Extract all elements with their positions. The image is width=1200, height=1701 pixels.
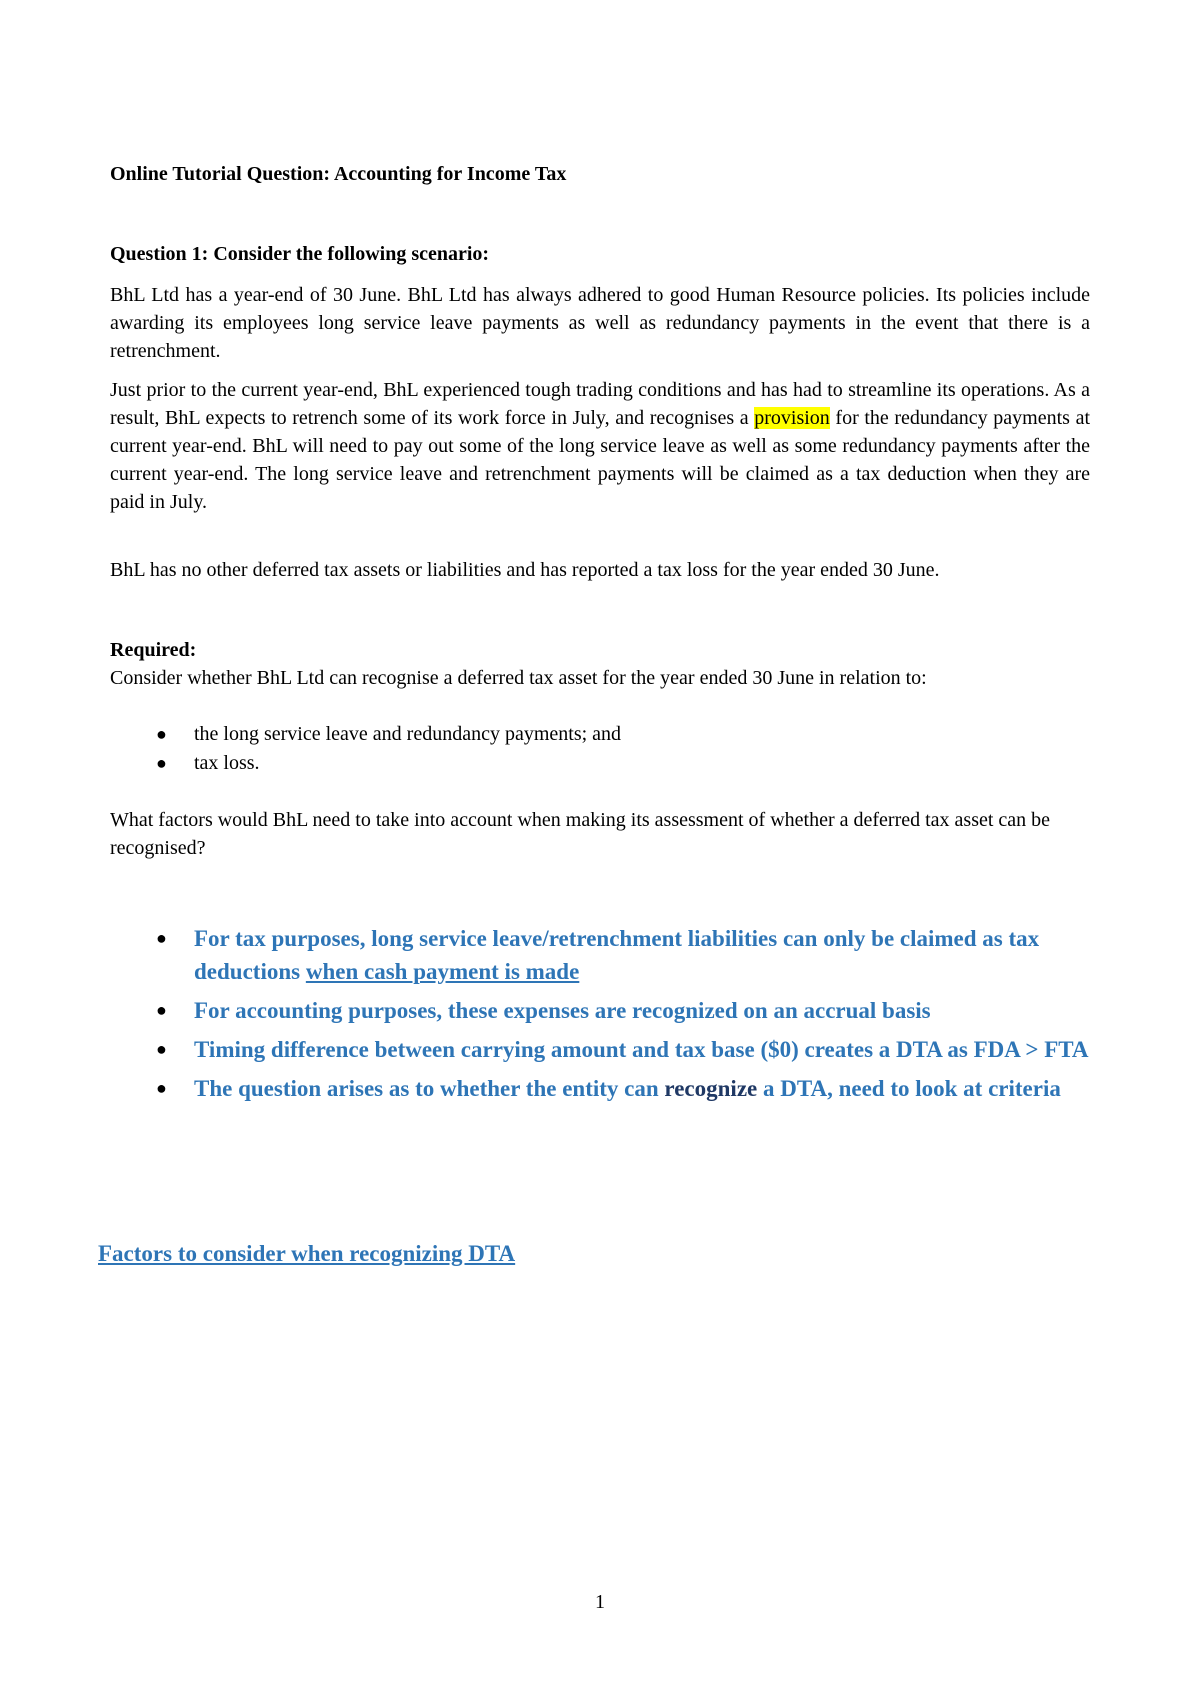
answer-list xyxy=(110,922,1110,1111)
highlighted-word-provision: provision xyxy=(754,407,830,429)
bullet-icon: ● xyxy=(156,1039,167,1059)
required-item-text: the long service leave and redundancy payments; and xyxy=(194,723,622,745)
bullet-icon: ● xyxy=(156,928,167,948)
required-item-text: tax loss. xyxy=(194,752,260,774)
required-text: Consider whether BhL Ltd can recognise a deferred tax asset for the year ended 30 June in relation to: xyxy=(110,667,927,689)
bullet-icon: ● xyxy=(156,724,167,744)
answer-underlined-text: when cash payment is made xyxy=(305,959,580,984)
page-number: 1 xyxy=(595,1591,605,1613)
bullet-icon: ● xyxy=(156,1000,167,1020)
scenario-paragraph-2 xyxy=(110,376,1090,516)
required-label: Required: xyxy=(110,639,197,661)
answer-text: The question arises as to whether the entity can xyxy=(194,1076,665,1101)
bullet-icon: ● xyxy=(156,1078,167,1098)
bullet-icon: ● xyxy=(156,753,167,773)
paragraph-2-text-before: Just prior to the current year-end, BhL experienced tough trading conditions and has had to streamline its operations. As a result, BhL expects to retrench some of its work force in July, and recognises a xyxy=(110,379,1090,429)
answer-text: For accounting purposes, these expenses are recognized on an accrual basis xyxy=(194,998,931,1023)
answer-emphasis-text: recognize xyxy=(664,1076,758,1101)
answer-text: For tax purposes, long service leave/retrenchment liabilities can only be claimed as tax deductions xyxy=(194,926,1040,984)
list-item xyxy=(110,720,621,749)
document-title: Online Tutorial Question: Accounting for Income Tax xyxy=(110,163,567,185)
paragraph-2-text-after: for the redundancy payments at current year-end. BhL will need to pay out some of the long service leave as well as some redundancy payments after the current year-end. The long service leave and retrenchment payments will be claimed as a tax deduction when they are paid in July. xyxy=(110,407,1091,513)
answer-item xyxy=(110,1033,1110,1066)
answer-item xyxy=(110,1072,1110,1105)
list-item xyxy=(110,749,621,778)
question-heading: Question 1: Consider the following scenario: xyxy=(110,243,490,265)
scenario-paragraph-3: BhL has no other deferred tax assets or liabilities and has reported a tax loss for the year ended 30 June. xyxy=(110,559,940,581)
factors-heading: Factors to consider when recognizing DTA xyxy=(98,1241,516,1266)
answer-item xyxy=(110,994,1110,1027)
answer-text-after: a DTA, need to look at criteria xyxy=(757,1076,1061,1101)
answer-text: Timing difference between carrying amount and tax base ($0) creates a DTA as FDA > FTA xyxy=(194,1037,1089,1062)
required-items-list xyxy=(110,720,621,778)
scenario-paragraph-1: BhL Ltd has a year-end of 30 June. BhL Ltd has always adhered to good Human Resource policies. Its policies include awarding its employees long service leave payments as well as redundancy payments in the event that there is a retrenchment. xyxy=(110,284,1090,362)
factors-question: What factors would BhL need to take into account when making its assessment of whether a deferred tax asset can be recognised? xyxy=(110,809,1051,859)
answer-item xyxy=(110,922,1110,988)
